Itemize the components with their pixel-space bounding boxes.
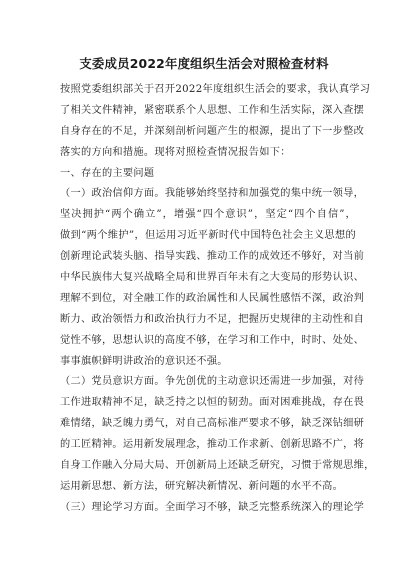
paragraph-line: 工作进取精神不足，缺乏持之以恒的韧劲。面对困难挑战，存在畏 bbox=[60, 397, 365, 409]
section-heading: 一、存在的主要问题 bbox=[60, 167, 155, 179]
paragraph-line: 觉性不够，思想认识的高度不够，在学习和工作中，时时、处处、 bbox=[60, 334, 365, 346]
paragraph-line: 中华民族伟大复兴战略全局和世界百年未有之大变局的形势认识、 bbox=[60, 272, 365, 284]
paragraph-line: 理解不到位，对全融工作的政治属性和人民属性感悟不深，政治判 bbox=[60, 292, 365, 304]
paragraph-line: 自身存在的不足，并深刻剖析问题产生的根源，提出了下一步整改 bbox=[60, 125, 365, 137]
paragraph-line: 坚决拥护“两个确立”，增强“四个意识”，坚定“四个自信”， bbox=[60, 209, 356, 221]
document-body bbox=[60, 80, 375, 519]
paragraph-line: 事事旗帜鲜明讲政治的意识还不强。 bbox=[60, 355, 228, 367]
paragraph-line: 落实的方向和措施。现将对照检查情况报告如下： bbox=[60, 146, 291, 158]
paragraph-line: 的工匠精神。运用新发展理念，推动工作求新、创新思路不广，将 bbox=[60, 439, 365, 451]
paragraph-line: 难情绪，缺乏魄力勇气，对自己高标准严要求不够，缺乏深钻细研 bbox=[60, 418, 365, 430]
paragraph-line: （二）党员意识方面。争先创优的主动意识还需进一步加强，对待 bbox=[60, 376, 365, 388]
paragraph-line: 断力、政治领悟力和政治执行力不足，把握历史规律的主动性和自 bbox=[60, 313, 365, 325]
paragraph-line: 运用新思想、新方法，研究解决新情况、新问题的水平不高。 bbox=[60, 480, 344, 492]
paragraph-line: 做到“两个维护”，但运用习近平新时代中国特色社会主义思想的 bbox=[60, 230, 356, 242]
paragraph-line: 自身工作融入分局大局、开创新局上还缺乏研究，习惯于常规思维， bbox=[60, 460, 375, 472]
paragraph-line: 按照党委组织部关于召开2022年度组织生活会的要求，我认真学习 bbox=[60, 84, 371, 95]
paragraph-line: 了相关文件精神，紧密联系个人思想、工作和生活实际，深入查摆 bbox=[60, 104, 365, 116]
paragraph-line: 创新理论武装头脑、指导实践、推动工作的成效还不够好，对当前 bbox=[60, 251, 365, 263]
paragraph-line: （一）政治信仰方面。我能够始终坚持和加强党的集中统一领导， bbox=[60, 188, 365, 200]
document-title: 支委成员2022年度组织生活会对照检查材料 bbox=[79, 56, 329, 71]
paragraph-line: （三）理论学习方面。全面学习不够，缺乏完整系统深入的理论学 bbox=[60, 501, 365, 513]
